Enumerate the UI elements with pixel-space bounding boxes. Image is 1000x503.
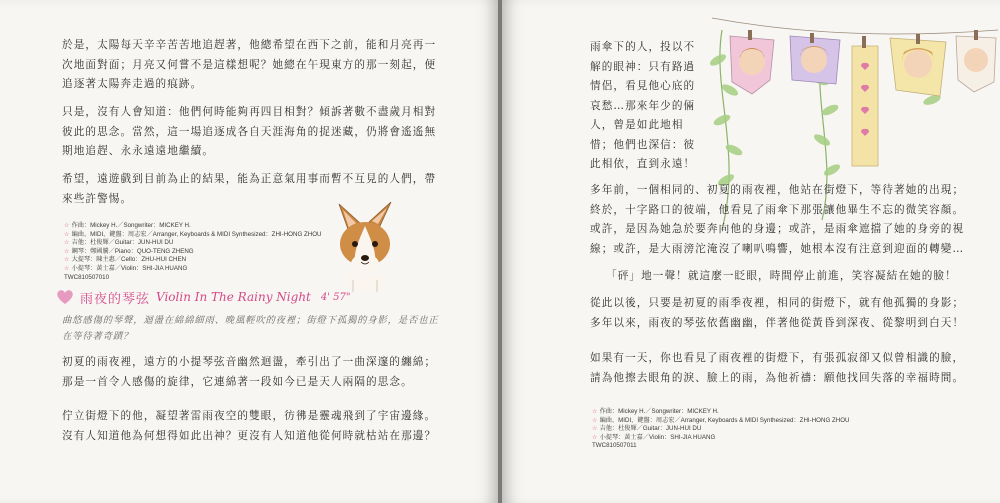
star-icon: ☆	[64, 239, 70, 247]
song-title-en: Violin In The Rainy Night	[156, 290, 311, 304]
song-heading	[56, 288, 351, 306]
song-duration: 4' 57"	[320, 291, 351, 303]
left-page	[0, 0, 498, 503]
right-credits: ☆ 作曲：Mickey H.／Songwriter：MICKEY H. ☆ 編曲、MIDI、鍵盤：周志宏／Arranger, Keyboards & MIDI Synthesized：ZHI-HONG ZHOU ☆ 吉他：杜俊輝／Guitar：JUN-HUI DU ☆ 小提琴：黃士嘉／Violin：SHI-JIA HUANG TWC810507011	[592, 408, 850, 450]
right-paragraph-1: 雨傘下的人，投以不解的眼神：只有路過情侶，看見他心底的哀愁…那來年少的倆人，曾是如此地相惜；他們也深信：彼此相依，直到永遠！	[590, 41, 696, 170]
corgi-dog-illustration	[325, 196, 405, 296]
right-paragraph-3: 從此以後，只要是初夏的雨季夜裡，相同的街燈下，就有他孤獨的身影；多年以來，雨夜的琴弦依舊幽幽，伴著他從黃昏到深夜、從黎明到白天！	[590, 297, 965, 329]
star-icon: ☆	[64, 264, 70, 272]
star-icon: ☆	[592, 425, 598, 433]
star-icon: ☆	[64, 230, 70, 238]
star-icon: ☆	[592, 433, 598, 441]
left-paragraph-1: 於是，太陽每天辛辛苦苦地追趕著，他總希望在西下之前，能和月亮再一次地面對面；月亮又何嘗不是這樣想呢？她總在午現東方的那一刻起，便追逐著太陽奔走過的痕跡。	[62, 39, 437, 90]
song-subtitle: 曲悠感傷的琴聲，迴盪在綿綿細雨、晚風輕吹的夜裡；街燈下孤獨的身影，是否也正在等待著奇蹟？	[62, 315, 439, 342]
star-icon: ☆	[592, 416, 598, 424]
left-paragraph-2: 只是，沒有人會知道：他們何時能夠再四目相對？傾訴著數不盡歲月相對彼此的思念。當然，這一場追逐成各自天涯海角的捉迷藏，仍將會遙遙無期地追趕、永永遠遠地繼續。	[62, 106, 437, 157]
right-page	[502, 0, 1000, 503]
star-icon: ☆	[592, 408, 598, 415]
left-credits: ☆ 作曲：Mickey H.／Songwriter：MICKEY H. ☆ 編曲、MIDI、鍵盤：周志宏／Arranger, Keyboards & MIDI Synthesized：ZHI-HONG ZHOU ☆ 吉他：杜俊輝／Guitar：JUN-HUI DU ☆ 鋼琴：鄭國騰／Piano：QUO-TENG ZHENG ☆ 大提琴：陳主惠／Cello：ZHU-HUI CHEN ☆ 小提琴：黃士嘉／Violin：SHI-JIA HUANG TWC810507010	[64, 222, 322, 281]
left-paragraph-5: 佇立街燈下的他，凝望著雷雨夜空的雙眼，彷彿是靈魂飛到了宇宙邊緣。沒有人知道他為何想得如此出神？更沒有人知道他從何時就枯站在那邊？	[62, 410, 437, 442]
song-title-zh: 雨夜的琴弦	[80, 291, 151, 307]
star-icon: ☆	[64, 256, 70, 264]
left-paragraph-3: 希望，遠遊戲到目前為止的結果，能為正意氣用事而暫不互見的人們，帶來些許警惕。	[62, 173, 437, 205]
right-quote: 「砰」地一聲！就這麼一眨眼，時間停止前進，笑容凝結在她的臉！	[606, 270, 957, 282]
right-paragraph-2: 多年前，一個相同的、初夏的雨夜裡，他站在街燈下，等待著她的出現；終於，十字路口的彼端，他看見了雨傘下那張讓他畢生不忘的微笑容顏。或許，是因為她急於要奔向他的身邊；或許，是雨傘遮擋了她的身旁的視線；或許，是大雨滂沱淹沒了喇叭鳴響，她根本沒有注意到迎面的轉變…	[590, 184, 965, 255]
left-paragraph-4: 初夏的雨夜裡，遠方的小提琴弦音幽然迴盪，牽引出了一曲深邃的纏綿；那是一首令人感傷的旋律，它連綿著一段如今已是天人兩隔的思念。	[62, 356, 437, 388]
right-paragraph-4: 如果有一天，你也看見了雨夜裡的街燈下，有張孤寂卻又似曾相識的臉，請為他擦去眼角的淚、臉上的雨，為他祈禱：願他找回失落的幸福時間。	[590, 352, 965, 384]
star-icon: ☆	[64, 247, 70, 255]
star-icon: ☆	[64, 222, 70, 229]
heart-icon	[56, 289, 74, 305]
